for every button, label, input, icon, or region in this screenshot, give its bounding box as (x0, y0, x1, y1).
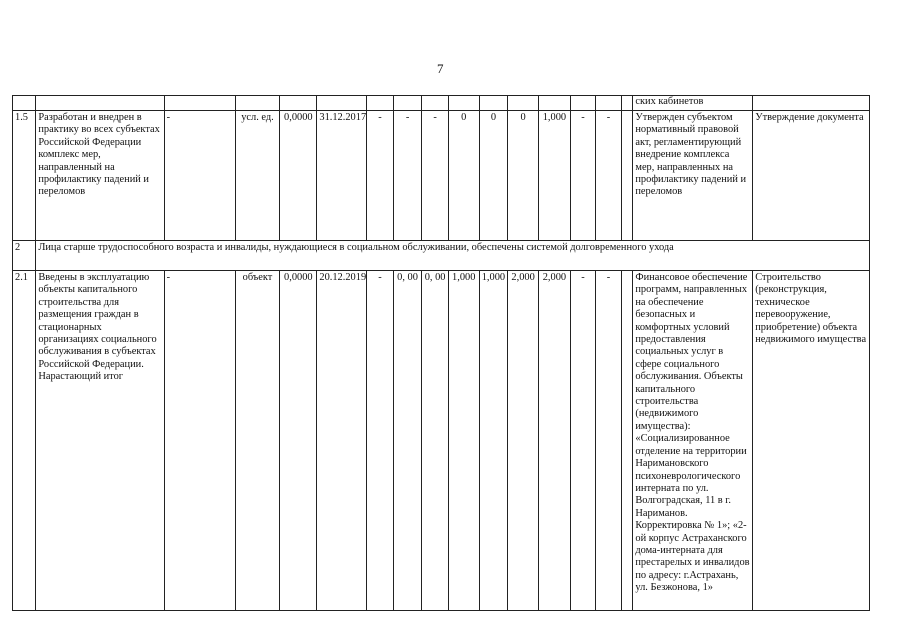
value-cell: - (393, 111, 422, 241)
value-cell: - (367, 111, 394, 241)
cell (621, 96, 633, 111)
section-number: 2 (13, 241, 36, 271)
value-cell: 2,000 (508, 271, 539, 611)
value-cell: - (422, 111, 449, 241)
cell (539, 96, 571, 111)
value-cell: - (596, 111, 621, 241)
table-row-section-2 (13, 241, 870, 271)
results-table (12, 95, 870, 611)
note-cell: Строительство (реконструкция, техническое перевооружение, приобретение) объекта недвижимого имущества (753, 271, 870, 611)
value-cell: - (596, 271, 621, 611)
base-date: 31.12.2017 (317, 111, 367, 241)
unit: усл. ед. (235, 111, 280, 241)
result-cell: Утвержден субъектом нормативный правовой акт, регламентирующий внедрение комплекса мер, направленных на профилактику падений и переломов (633, 111, 753, 241)
value-cell: 1,000 (539, 111, 571, 241)
value-cell: 0, 00 (393, 271, 422, 611)
cell (508, 96, 539, 111)
table-row-1-5 (13, 111, 870, 241)
cell (36, 96, 164, 111)
cell (621, 111, 633, 241)
cell (753, 96, 870, 111)
cell (621, 271, 633, 611)
cell (393, 96, 422, 111)
indicator-type: - (164, 271, 235, 611)
indicator-name: Разработан и внедрен в практику во всех субъектах Российской Федерации комплекс мер, направленный на профилактику падений и переломов (36, 111, 164, 241)
value-cell: 2,000 (539, 271, 571, 611)
value-cell: - (570, 111, 595, 241)
value-cell: 1,000 (479, 271, 508, 611)
unit: объект (235, 271, 280, 611)
value-cell: 0 (508, 111, 539, 241)
cell (596, 96, 621, 111)
cell (422, 96, 449, 111)
cell (479, 96, 508, 111)
page-number: 7 (437, 61, 444, 76)
result-cell: Финансовое обеспечение программ, направленных на обеспечение безопасных и комфортных условий предоставления социальных услуг в сфере социального обслуживания. Объекты капитального строительства (недвижимого имущества): «Социализированное отделение на территории Наримановского психоневрологического интерната по ул. Волгоградская, 11 в г. Нариманов. Корректировка № 1»; «2-ой корпус Астраханского дома-интерната для престарелых и инвалидов по адресу: г.Астрахань, ул. Безжонова, 1» (633, 271, 753, 611)
note-cell: Утверждение документа (753, 111, 870, 241)
value-cell: - (570, 271, 595, 611)
table-row-continuation (13, 96, 870, 111)
cell (448, 96, 479, 111)
cell (280, 96, 317, 111)
cell (235, 96, 280, 111)
section-title: Лица старше трудоспособного возраста и инвалиды, нуждающиеся в социальном обслуживании, обеспечены системой долговременного ухода (36, 241, 870, 271)
value-cell: 1,000 (448, 271, 479, 611)
base-value: 0,0000 (280, 271, 317, 611)
cell (13, 96, 36, 111)
result-cell: ских кабинетов (633, 96, 753, 111)
cell (164, 96, 235, 111)
cell (570, 96, 595, 111)
value-cell: 0 (448, 111, 479, 241)
cell (367, 96, 394, 111)
value-cell: - (367, 271, 394, 611)
base-date: 20.12.2019 (317, 271, 367, 611)
table-row-2-1 (13, 271, 870, 611)
cell (317, 96, 367, 111)
indicator-name: Введены в эксплуатацию объекты капитального строительства для размещения граждан в стационарных организациях социального обслуживания в субъектах Российской Федерации. Нарастающий итог (36, 271, 164, 611)
row-number: 2.1 (13, 271, 36, 611)
value-cell: 0 (479, 111, 508, 241)
base-value: 0,0000 (280, 111, 317, 241)
indicator-type: - (164, 111, 235, 241)
row-number: 1.5 (13, 111, 36, 241)
value-cell: 0, 00 (422, 271, 449, 611)
